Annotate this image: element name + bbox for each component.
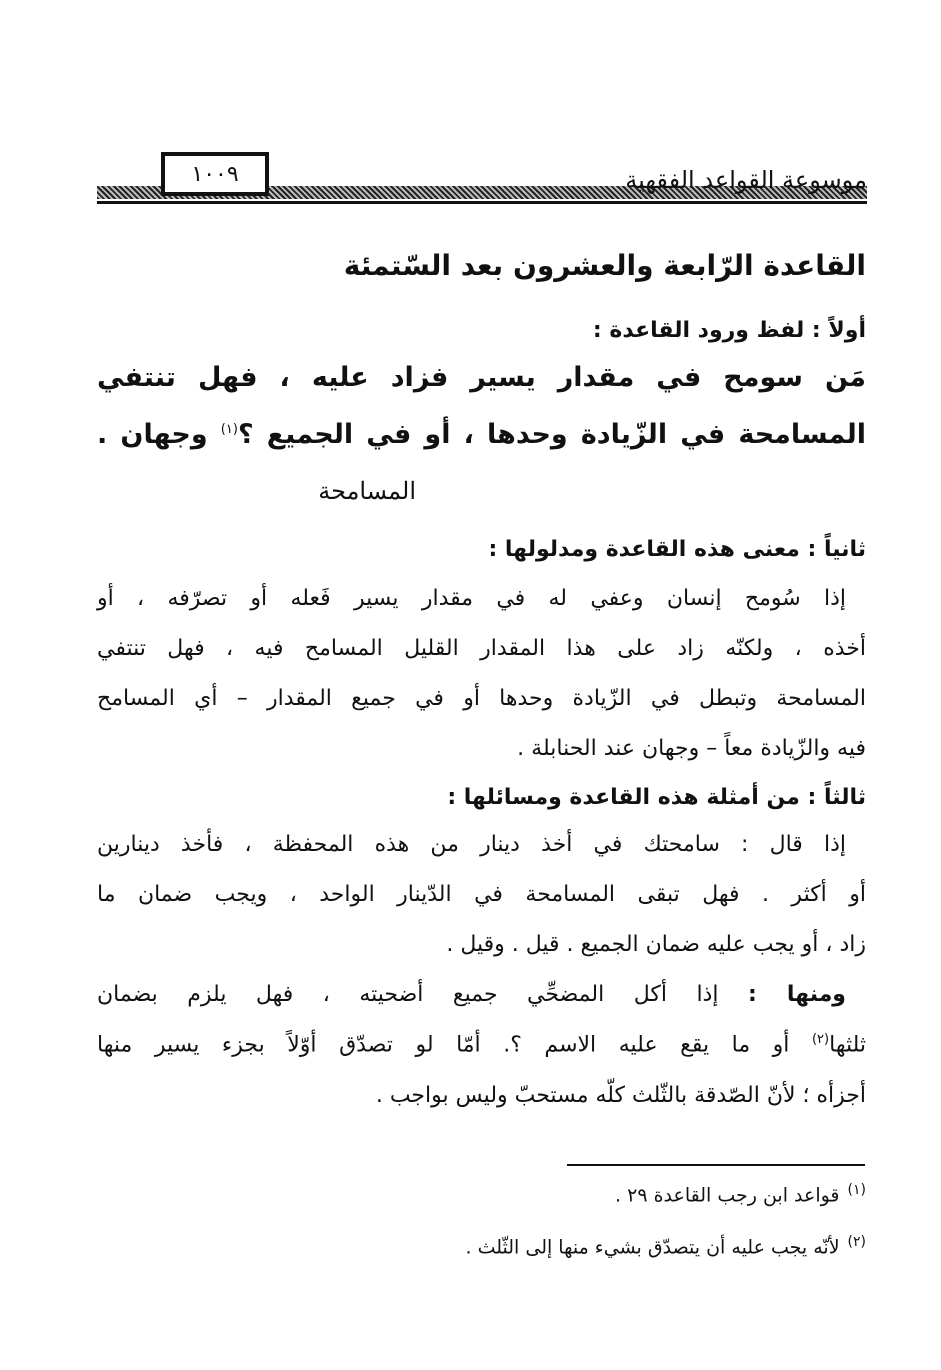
example2-lead: ومنها : <box>747 982 846 1007</box>
meaning-line-4: فيه والزّيادة معاً – وجهان عند الحنابلة . <box>517 736 866 761</box>
footnote-2-number: (٢) <box>847 1234 866 1250</box>
meaning-line-3: المسامحة وتبطل في الزّيادة وحدها أو في جميع المقدار – أي المسامح <box>97 686 866 711</box>
footnote-ref-1[interactable]: (١) <box>220 422 238 437</box>
section-heading-wording: أولاً : لفظ ورود القاعدة : <box>592 318 866 343</box>
rule-text-line-2-tail: وجهان . <box>97 419 208 450</box>
handwritten-note: المسامحة <box>318 477 416 505</box>
meaning-line-1: إذا سُومح إنسان وعفي له في مقدار يسير فَعله أو تصرّفه ، أو <box>97 586 846 611</box>
running-title: موسوعة القواعد الفقهية <box>625 166 867 194</box>
rule-title: القاعدة الرّابعة والعشرون بعد السّتمئة <box>343 249 866 282</box>
page-header <box>97 152 867 212</box>
example2-line-2 <box>97 1032 866 1057</box>
page-number: ١٠٠٩ <box>191 161 239 187</box>
example2-line-3: أجزأه ؛ لأنّ الصّدقة بالثّلث كلّه مستحبّ وليس بواجب . <box>375 1083 866 1108</box>
footnote-ref-2[interactable]: (٢) <box>811 1032 830 1047</box>
example1-line-1: إذا قال : سامحتك في أخذ دينار من هذه المحفظة ، فأخذ دينارين <box>97 832 846 857</box>
example2-line-2-pre: ثلثها <box>829 1032 866 1058</box>
section-heading-examples: ثالثاً : من أمثلة هذه القاعدة ومسائلها : <box>447 785 866 810</box>
header-rule-line <box>97 201 867 204</box>
page-number-box <box>161 152 269 196</box>
footnote-1 <box>615 1182 866 1206</box>
example2-line-1 <box>97 982 846 1007</box>
footnote-2-text: لأنّه يجب عليه أن يتصدّق بشيء منها إلى الثّلث . <box>465 1236 840 1259</box>
rule-text-line-2-main: المسامحة في الزّيادة وحدها ، أو في الجميع ؟ <box>237 419 867 450</box>
footnote-2 <box>466 1234 867 1258</box>
footnote-1-text: قواعد ابن رجب القاعدة ٢٩ . <box>615 1184 840 1207</box>
example2-line-2-post: أو ما يقع عليه الاسم ؟. أمّا لو تصدّق أوّلاً بجزء يسير منها <box>97 1032 790 1058</box>
rule-text-line-2 <box>97 419 866 450</box>
footnote-separator <box>567 1164 865 1166</box>
section-heading-meaning: ثانياً : معنى هذه القاعدة ومدلولها : <box>488 537 866 562</box>
example1-line-3: زاد ، أو يجب عليه ضمان الجميع . قيل . وقيل . <box>446 932 866 957</box>
example2-line-1-rest: إذا أكل المضحِّي جميع أضحيته ، فهل يلزم بضمان <box>97 982 719 1007</box>
example1-line-2: أو أكثر . فهل تبقى المسامحة في الدّينار الواحد ، ويجب ضمان ما <box>97 882 866 907</box>
footnote-1-number: (١) <box>847 1182 866 1198</box>
meaning-line-2: أخذه ، ولكنّه زاد على هذا المقدار القليل المسامح فيه ، فهل تنتفي <box>97 636 866 661</box>
rule-text-line-1: مَن سومح في مقدار يسير فزاد عليه ، فهل تنتفي <box>97 362 866 393</box>
